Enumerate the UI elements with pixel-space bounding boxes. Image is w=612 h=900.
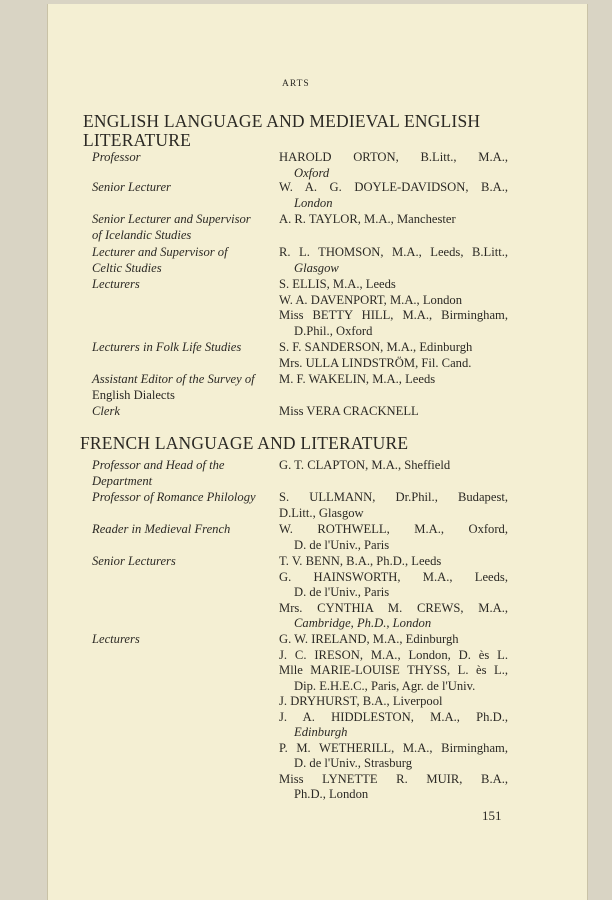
role-label (92, 245, 272, 276)
staff-names (279, 150, 508, 181)
staff-names (279, 458, 508, 474)
name-line: Dip. E.H.E.C., Paris, Agr. de l'Univ. (294, 678, 476, 693)
name-line: S. F. SANDERSON, M.A., Edinburgh (279, 340, 473, 354)
section-title-line: LITERATURE (83, 130, 191, 150)
role-line: Reader in Medieval French (92, 522, 231, 536)
role-line: Lecturers (92, 632, 140, 646)
name-line: G. T. CLAPTON, M.A., Sheffield (279, 458, 451, 472)
role-line: Lecturers in Folk Life Studies (92, 340, 242, 354)
name-line: P. M. WETHERILL, M.A., Birmingham, (279, 740, 508, 755)
role-line: of Icelandic Studies (92, 227, 192, 242)
name-line: J. C. IRESON, M.A., London, D. ès L. (279, 647, 508, 662)
name-line: G. HAINSWORTH, M.A., Leeds, (279, 569, 508, 584)
staff-names (279, 340, 508, 371)
name-line: Miss VERA CRACKNELL (279, 404, 419, 418)
staff-names (279, 245, 508, 276)
staff-names (279, 180, 508, 211)
name-line: HAROLD ORTON, B.Litt., M.A., (279, 150, 508, 164)
role-label (92, 632, 272, 648)
role-line: Assistant Editor of the Survey of (92, 372, 255, 386)
name-line: Glasgow (294, 260, 339, 275)
role-line: Professor of Romance Philology (92, 490, 256, 504)
role-label (92, 150, 272, 166)
staff-names (279, 632, 508, 803)
role-label (92, 458, 272, 489)
name-line: S. ELLIS, M.A., Leeds (279, 277, 396, 291)
name-line: S. ULLMANN, Dr.Phil., Budapest, (279, 490, 508, 504)
name-line: Miss LYNETTE R. MUIR, B.A., (279, 771, 508, 786)
name-line: Edinburgh (294, 725, 348, 739)
name-line: D. de l'Univ., Strasburg (294, 756, 413, 770)
staff-names (279, 490, 508, 521)
name-line: D.Litt., Glasgow (279, 505, 364, 520)
name-line: W. A. G. DOYLE-DAVIDSON, B.A., (279, 180, 508, 194)
name-line: Cambridge, Ph.D., London (294, 616, 432, 630)
name-line: Mrs. ULLA LINDSTRÖM, Fil. Cand. (279, 355, 472, 370)
role-label (92, 522, 272, 538)
running-head: ARTS (282, 79, 310, 89)
name-line: A. R. TAYLOR, M.A., Manchester (279, 212, 456, 226)
staff-names (279, 522, 508, 553)
name-line: J. DRYHURST, B.A., Liverpool (279, 694, 443, 708)
role-line: Senior Lecturers (92, 554, 176, 568)
staff-names (279, 277, 508, 339)
name-line: W. ROTHWELL, M.A., Oxford, (279, 522, 508, 536)
name-line: D. de l'Univ., Paris (294, 537, 390, 552)
name-line: T. V. BENN, B.A., Ph.D., Leeds (279, 554, 442, 568)
name-line: Mlle MARIE-LOUISE THYSS, L. ès L., (279, 663, 508, 677)
name-line: D.Phil., Oxford (294, 323, 373, 338)
staff-names (279, 372, 508, 388)
name-line: R. L. THOMSON, M.A., Leeds, B.Litt., (279, 245, 508, 259)
section-title-french (80, 434, 408, 453)
role-label (92, 340, 272, 356)
staff-names (279, 404, 508, 420)
name-line: M. F. WAKELIN, M.A., Leeds (279, 372, 436, 386)
section-title-line: ENGLISH LANGUAGE AND MEDIEVAL ENGLISH (83, 111, 481, 131)
name-line: G. W. IRELAND, M.A., Edinburgh (279, 632, 459, 646)
section-title-line: FRENCH LANGUAGE AND LITERATURE (80, 433, 409, 453)
page-number: 151 (482, 808, 502, 823)
name-line: Miss BETTY HILL, M.A., Birmingham, (279, 308, 508, 322)
role-label (92, 180, 272, 196)
role-line: Senior Lecturer (92, 180, 171, 194)
role-line: English Dialects (92, 387, 175, 402)
role-line: Celtic Studies (92, 260, 162, 275)
role-line: Professor (92, 150, 141, 164)
name-line: Mrs. CYNTHIA M. CREWS, M.A., (279, 600, 508, 615)
role-label (92, 372, 272, 403)
name-line: Ph.D., London (294, 787, 369, 801)
name-line: D. de l'Univ., Paris (294, 585, 390, 599)
role-line: Senior Lecturer and Supervisor (92, 212, 251, 226)
role-label (92, 212, 272, 243)
role-label (92, 277, 272, 293)
name-line: J. A. HIDDLESTON, M.A., Ph.D., (279, 709, 508, 724)
name-line: London (294, 195, 333, 210)
role-line: Clerk (92, 404, 120, 418)
section-title-english (83, 112, 480, 150)
role-label (92, 554, 272, 570)
role-line: Department (92, 473, 153, 488)
role-label (92, 404, 272, 420)
role-line: Lecturer and Supervisor of (92, 245, 228, 259)
name-line: W. A. DAVENPORT, M.A., London (279, 292, 463, 307)
name-line: Oxford (294, 165, 330, 180)
staff-names (279, 212, 508, 228)
role-label (92, 490, 272, 506)
role-line: Lecturers (92, 277, 140, 291)
role-line: Professor and Head of the (92, 458, 225, 472)
staff-names (279, 554, 508, 632)
